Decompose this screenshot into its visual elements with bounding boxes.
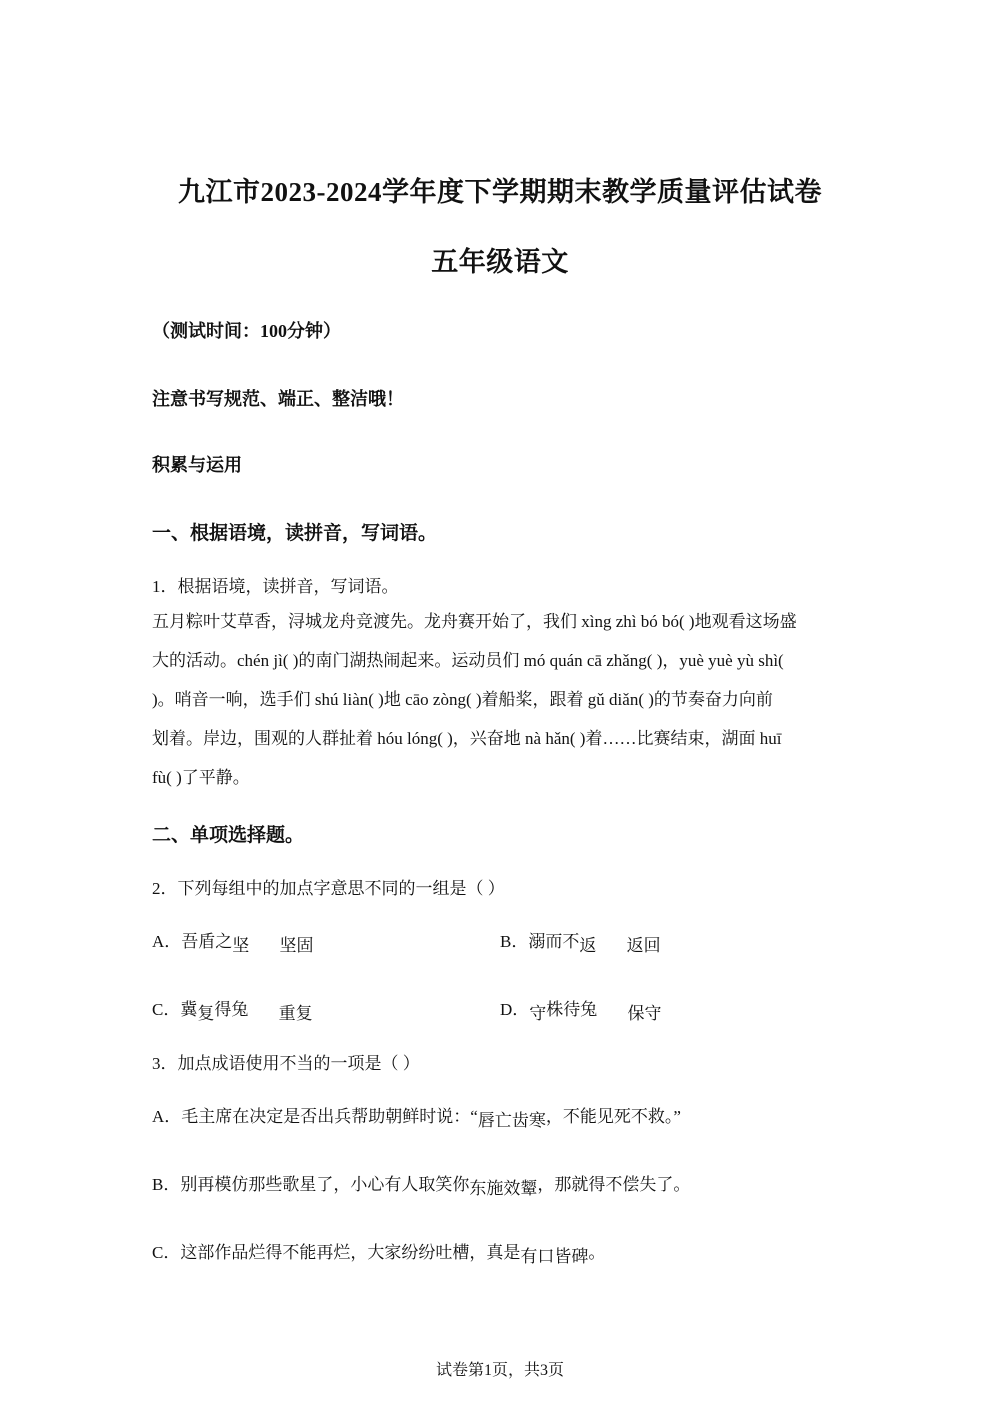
q3-option-b: B．别再模仿那些歌星了，小心有人取笑你东施效颦，那就得不偿失了。 (152, 1175, 691, 1198)
test-time: （测试时间：100分钟） (152, 321, 341, 341)
q3-option-a: A．毛主席在决定是否出兵帮助朝鲜时说：“唇亡齿寒，不能见死不救。” (152, 1107, 681, 1130)
exam-subtitle: 五年级语文 (431, 247, 569, 277)
passage-line: 五月粽叶艾草香，浔城龙舟竞渡先。龙舟赛开始了，我们 xìng zhì bó bó( )地观看这场盛 (152, 612, 797, 631)
q1-passage (152, 602, 852, 797)
dotted-idiom: 东施效颦 (469, 1179, 538, 1198)
q2-option-d: D．守株待兔 保守 (500, 1000, 662, 1023)
section2-heading: 二、单项选择题。 (152, 825, 305, 846)
q2-option-b: B．溺而不返 返回 (500, 932, 661, 955)
q3-option-c: C．这部作品烂得不能再烂，大家纷纷吐槽，真是有口皆碑。 (152, 1243, 606, 1266)
notice: 注意书写规范、端正、整洁哦！ (152, 389, 404, 409)
q2-option-a: A．吾盾之坚 坚固 (152, 932, 314, 955)
q2-option-c: C．冀复得兔 重复 (152, 1000, 313, 1023)
dotted-char: 坚 (232, 936, 250, 955)
q3-stem: 3．加点成语使用不当的一项是（ ） (152, 1054, 420, 1073)
dotted-char: 守 (529, 1004, 547, 1023)
passage-line: 划着。岸边，围观的人群扯着 hóu lóng( )，兴奋地 nà hǎn( )着……比赛结束，湖面 huī (152, 729, 782, 748)
passage-line: fù( )了平静。 (152, 768, 250, 787)
passage-line: 大的活动。chén jì( )的南门湖热闹起来。运动员们 mó quán cā zhǎng( )，yuè yuè yù shì( (152, 651, 784, 670)
dotted-idiom: 有口皆碑 (520, 1247, 589, 1266)
section1-heading: 一、根据语境，读拼音，写词语。 (152, 523, 438, 544)
q2-stem: 2．下列每组中的加点字意思不同的一组是（ ） (152, 879, 505, 898)
exam-title: 九江市2023-2024学年度下学期期末教学质量评估试卷 (178, 177, 822, 207)
part-heading: 积累与运用 (152, 455, 242, 475)
page-footer: 试卷第1页，共3页 (435, 1362, 564, 1379)
dotted-idiom: 唇亡齿寒 (477, 1111, 546, 1130)
dotted-char: 复 (197, 1004, 215, 1023)
passage-line: )。哨音一响，选手们 shú liàn( )地 cāo zòng( )着船桨，跟着 gǔ diǎn( )的节奏奋力向前 (152, 690, 773, 709)
q1-stem: 1．根据语境，读拼音，写词语。 (152, 577, 399, 596)
dotted-char: 返 (579, 936, 597, 955)
